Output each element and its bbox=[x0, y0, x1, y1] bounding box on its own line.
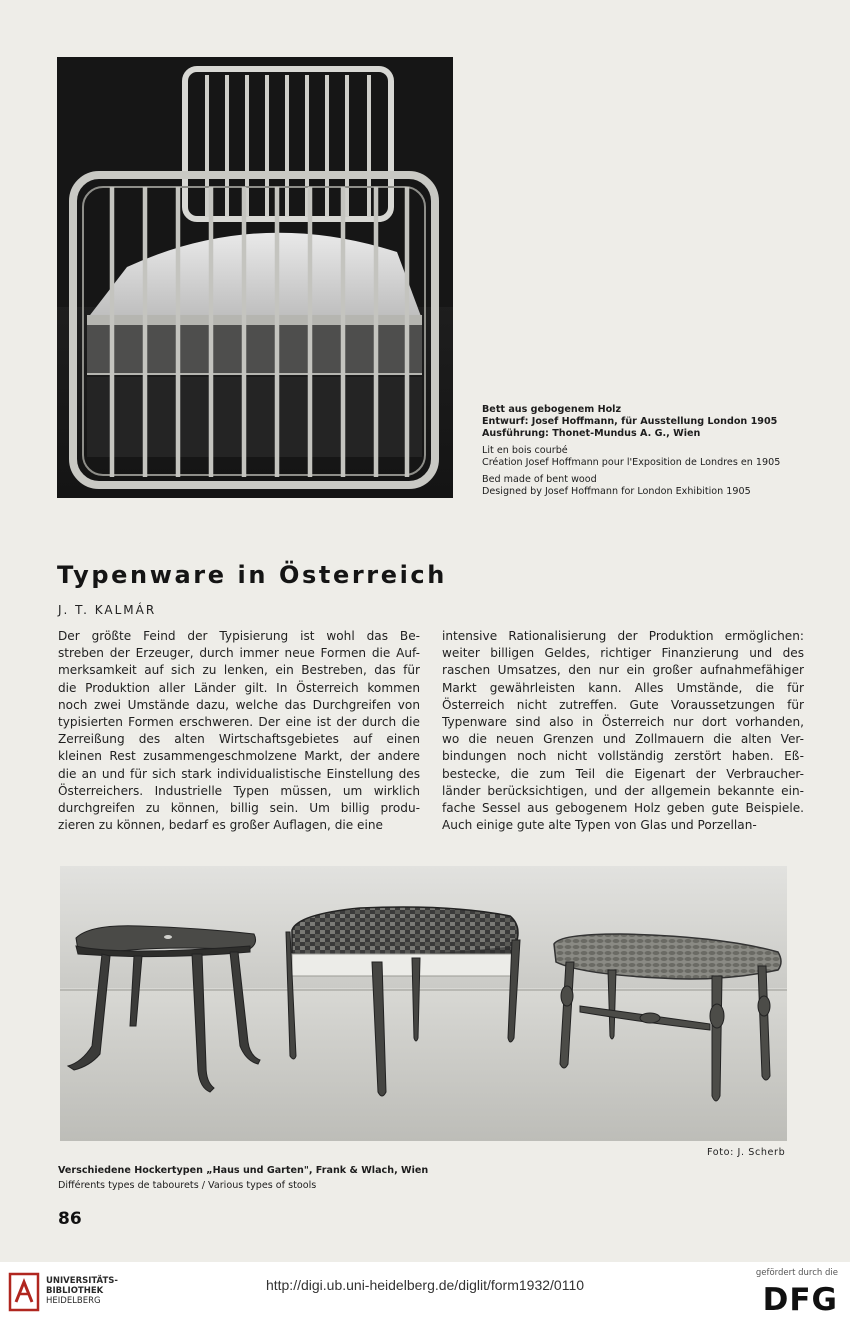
text-line: bestecke, die zum Teil die Eigenart der Verbraucher- bbox=[442, 766, 804, 781]
text-line: merksamkeit auf sich zu lenken, ein Bestreben, das für bbox=[58, 663, 420, 678]
text-line: durchgreifen zu können, billig sein. Um billig produ- bbox=[58, 800, 420, 815]
text-line: Zerreißung des alten Wirtschaftsgebietes auf einen bbox=[58, 732, 420, 747]
stools-caption-de: Verschiedene Hockertypen „Haus und Garten", Frank & Wlach, Wien bbox=[58, 1165, 429, 1176]
text-line: kleinen Rest zusammengeschmolzene Markt, der andere bbox=[58, 749, 420, 764]
text-line: bindungen noch nicht vollständig zerstört haben. Eß- bbox=[442, 749, 804, 764]
sponsor-text: gefördert durch die bbox=[755, 1268, 838, 1278]
bed-caption-de-title: Bett aus gebogenem Holz bbox=[482, 404, 622, 415]
page-number: 86 bbox=[58, 1209, 82, 1229]
text-line: die Produktion aller Länder gilt. In Österreich kommen bbox=[58, 680, 420, 695]
library-name-line: BIBLIOTHEK bbox=[46, 1286, 104, 1296]
library-name-line: UNIVERSITÄTS- bbox=[46, 1276, 118, 1286]
dfg-logo[interactable]: DFG bbox=[762, 1282, 838, 1318]
bed-caption-fr-design: Création Josef Hoffmann pour l'Exposition de Londres en 1905 bbox=[482, 457, 781, 468]
article-title: Typenware in Österreich bbox=[57, 561, 447, 589]
text-line: wo die neuen Grenzen und Zollmauern die alten Ver- bbox=[442, 732, 804, 747]
text-line: raschen Umsatzes, den nur ein großer aufnahmefähiger bbox=[442, 663, 804, 678]
photo-credit: Foto: J. Scherb bbox=[707, 1147, 786, 1158]
text-line: noch zwei Umstände dazu, welche das Durchgreifen von bbox=[58, 697, 420, 712]
bed-photo bbox=[57, 57, 453, 498]
text-line: Österreichers. Industrielle Typen müssen, um wirklich bbox=[58, 783, 420, 798]
stools-caption-fr-en: Différents types de tabourets / Various types of stools bbox=[58, 1180, 317, 1191]
bed-caption-de-design: Entwurf: Josef Hoffmann, für Ausstellung London 1905 bbox=[482, 416, 778, 427]
article-author: J. T. KALMÁR bbox=[58, 603, 157, 617]
stools-caption bbox=[58, 1163, 428, 1193]
text-line: weiter billigen Geldes, richtiger Finanzierung und des bbox=[442, 646, 804, 661]
article-left-column bbox=[58, 628, 420, 834]
bed-caption-en-design: Designed by Josef Hoffmann for London Exhibition 1905 bbox=[482, 486, 751, 497]
text-line: fache Sessel aus gebogenem Holz geben gute Beispiele. bbox=[442, 800, 804, 815]
article-right-column bbox=[442, 628, 804, 834]
bed-caption-en-title: Bed made of bent wood bbox=[482, 474, 597, 485]
text-line: die an und für sich stark individualistische Einstellung des bbox=[58, 766, 420, 781]
text-line: Auch einige gute alte Typen von Glas und Porzellan- bbox=[442, 818, 757, 833]
bed-caption-fr-title: Lit en bois courbé bbox=[482, 445, 568, 456]
text-line: typisierten Formen erschweren. Der eine ist der durch die bbox=[58, 714, 420, 729]
text-line: intensive Rationalisierung der Produktion ermöglichen: bbox=[442, 629, 804, 643]
text-line: Markt gewährleisten kann. Alles Umstände, die für bbox=[442, 680, 804, 695]
text-line: Typenware sind also in Österreich nur dort vorhanden, bbox=[442, 714, 804, 729]
permalink-url[interactable]: http://digi.ub.uni-heidelberg.de/diglit/form1932/0110 bbox=[265, 1277, 585, 1293]
text-line: zieren zu können, bedarf es großer Auflagen, die eine bbox=[58, 818, 383, 833]
text-line: länder berücksichtigen, und der allgemein bekannte ein- bbox=[442, 783, 804, 798]
text-line: Österreich nicht zutreffen. Gute Voraussetzungen für bbox=[442, 697, 804, 712]
bed-caption bbox=[482, 404, 822, 498]
stools-photo bbox=[60, 866, 787, 1141]
text-line: streben der Erzeuger, durch immer neue Formen die Auf- bbox=[58, 646, 420, 661]
text-line: Der größte Feind der Typisierung ist wohl das Be- bbox=[58, 629, 420, 643]
bed-caption-de-execution: Ausführung: Thonet-Mundus A. G., Wien bbox=[482, 428, 701, 439]
library-name-line: HEIDELBERG bbox=[46, 1296, 101, 1306]
